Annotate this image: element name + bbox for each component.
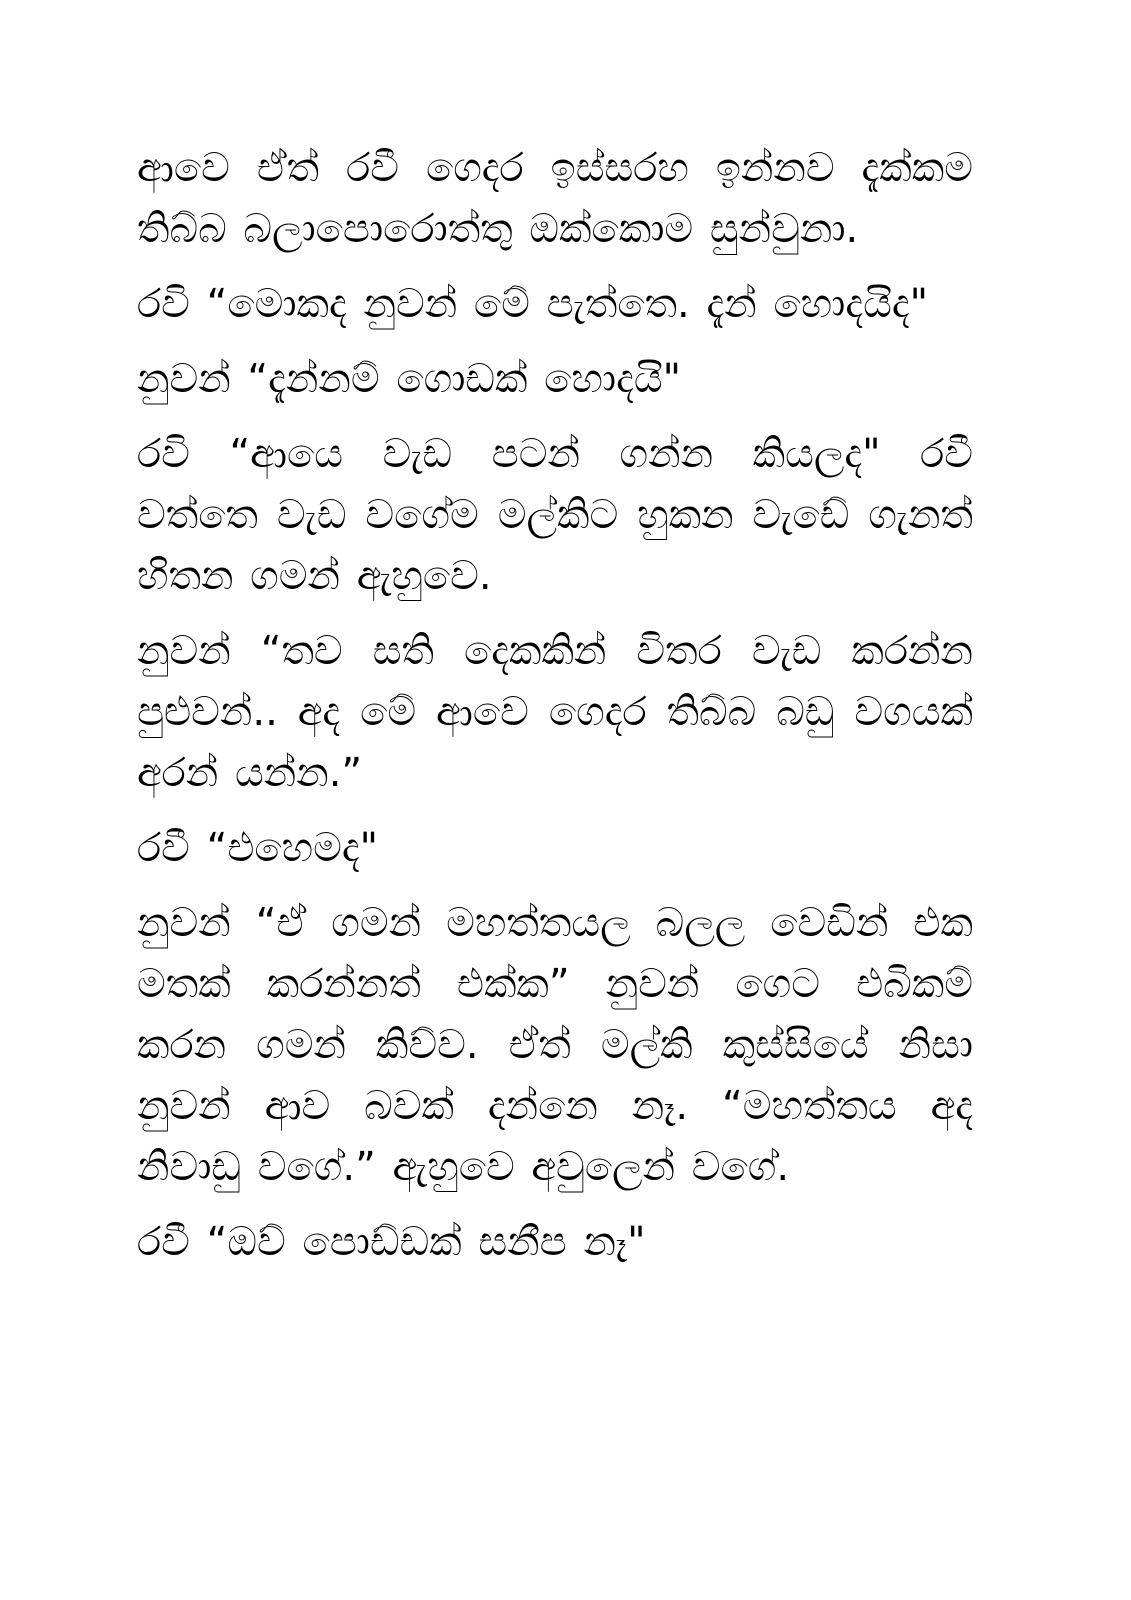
- paragraph-8: රවී “ඔව් පොඩ්ඩක් සනීප නෑ": [137, 1219, 646, 1265]
- paragraph-7: නුවන් “ඒ ගමන් මහත්තයල බලල වෙඩින් එක මතක් කරන්නත් එක්ක” නුවන් ගෙට එබිකම් කරන ගමන් කිව්ව. ඒත් මල්කි කුස්සියේ නිසා නුවන් ආව බවක් දන්නෙ නෑ. “මහත්තය අද නිවාඩු වගේ.” ඇහුවෙ අවුලෙන් වගේ.: [137, 900, 973, 1190]
- paragraph-5: නුවන් “තව සති දෙකකින් විතර වැඩ කරන්න පුළුවන්.. අද මේ ආවෙ ගෙදර තිබ්බ බඩු වගයක් අරන් යන්න.”: [137, 628, 973, 796]
- paragraph-2: රවි “මොකද නුවන් මේ පැත්තෙ. දැන් හොදයිද": [137, 281, 929, 327]
- paragraph-1: ආවෙ ඒත් රවී ගෙදර ඉස්සරහ ඉන්නව දැක්කම තිබ්බ බලාපොරොත්තු ඔක්කොම සුන්වුනා.: [137, 145, 973, 252]
- paragraph-4: රවි “ආයෙ වැඩ පටන් ගන්න කියලද" රවී වත්තෙ වැඩ වගේම මල්කිට හුකන වැඩේ ගැනත් හිතන ගමන් ඇහුවෙ.: [137, 431, 973, 599]
- story-text: [137, 138, 973, 1287]
- paragraph-6: රවී “එහෙමද": [137, 825, 379, 871]
- paragraph-3: නුවන් “දැන්නම් ගොඩක් හොදයි": [137, 356, 681, 402]
